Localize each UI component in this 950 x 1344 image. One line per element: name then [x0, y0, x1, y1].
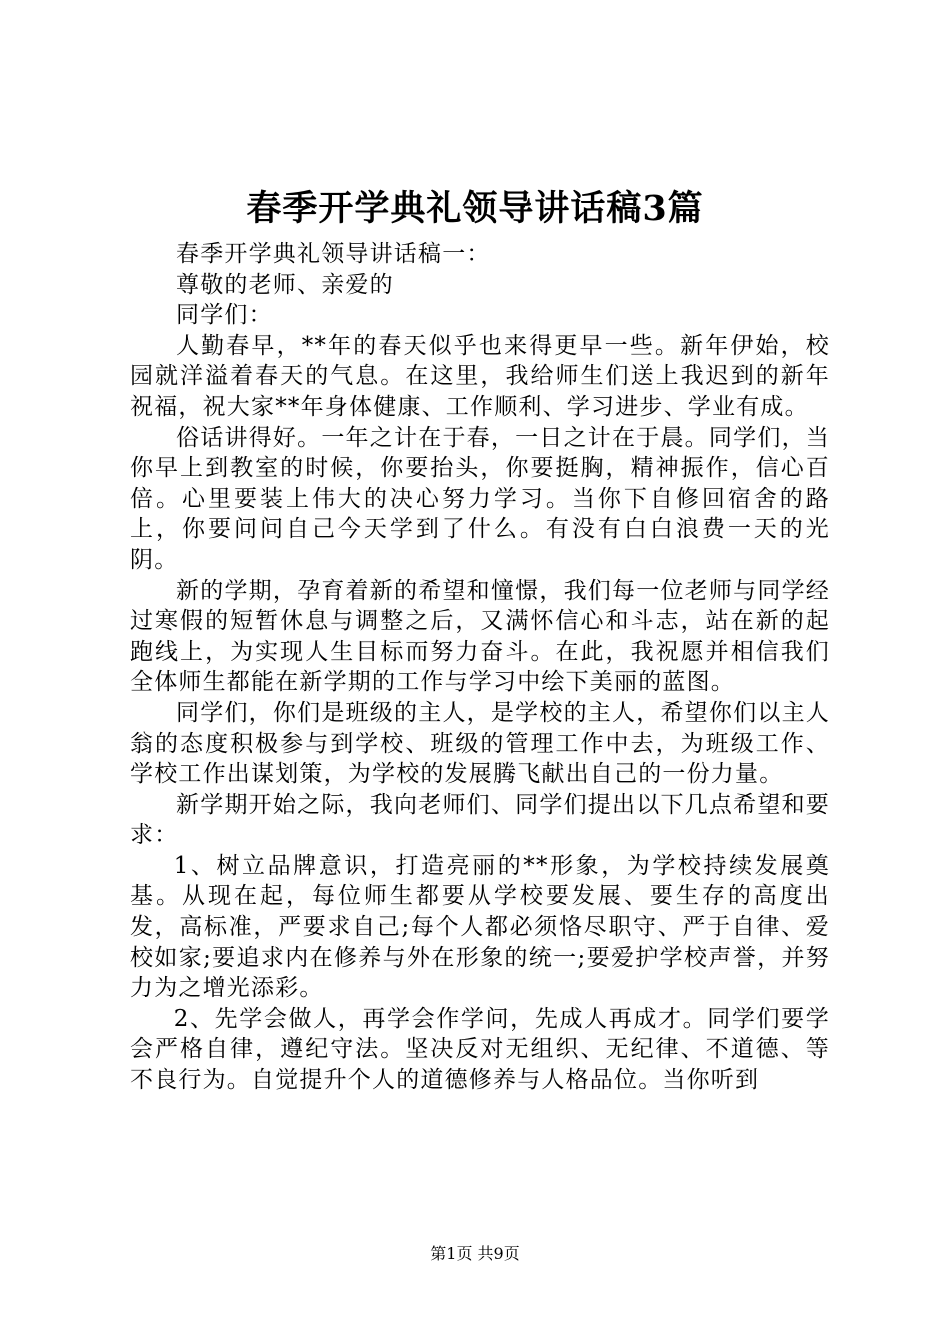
page-number-footer: 第1页 共9页 [430, 1244, 520, 1263]
document-body [130, 239, 830, 1096]
body-paragraph: 人勤春早，**年的春天似乎也来得更早一些。新年伊始，校园就洋溢着春天的气息。在这里，我给师生们送上我迟到的新年祝福，祝大家**年身体健康、工作顺利、学习进步、学业有成。 [130, 332, 830, 420]
body-paragraph: 俗话讲得好。一年之计在于春，一日之计在于晨。同学们，当你早上到教室的时候，你要抬头，你要挺胸，精神振作，信心百倍。心里要装上伟大的决心努力学习。当你下自修回宿舍的路上，你要问问自己今天学到了什么。有没有白白浪费一天的光阴。 [130, 424, 830, 573]
body-paragraph: 新学期开始之际，我向老师们、同学们提出以下几点希望和要求： [130, 791, 830, 849]
salutation-line: 尊敬的老师、亲爱的 [176, 271, 394, 298]
salutation-heading: 春季开学典礼领导讲话稿一： [176, 241, 491, 267]
body-paragraph: 新的学期，孕育着新的希望和憧憬，我们每一位老师与同学经过寒假的短暂休息与调整之后，又满怀信心和斗志，站在新的起跑线上，为实现人生目标而努力奋斗。在此，我祝愿并相信我们全体师生都能在新学期的工作与学习中绘下美丽的蓝图。 [130, 577, 830, 696]
list-item: 2、先学会做人，再学会作学问，先成人再成才。同学们要学会严格自律，遵纪守法。坚决反对无组织、无纪律、不道德、等不良行为。自觉提升个人的道德修养与人格品位。当你听到 [130, 1005, 830, 1094]
list-item: 1、树立品牌意识，打造亮丽的**形象，为学校持续发展奠基。从现在起，每位师生都要从学校要发展、要生存的高度出发，高标准，严要求自己;每个人都必须恪尽职守、严于自律、爱校如家;要追求内在修养与外在形象的统一;要爱护学校声誉，并努力为之增光添彩。 [130, 852, 830, 1002]
body-paragraph: 同学们，你们是班级的主人，是学校的主人，希望你们以主人翁的态度积极参与到学校、班级的管理工作中去，为班级工作、学校工作出谋划策，为学校的发展腾飞献出自己的一份力量。 [130, 699, 830, 788]
salutation-line: 同学们： [176, 302, 273, 329]
document-title: 春季开学典礼领导讲话稿3篇 [246, 188, 704, 229]
